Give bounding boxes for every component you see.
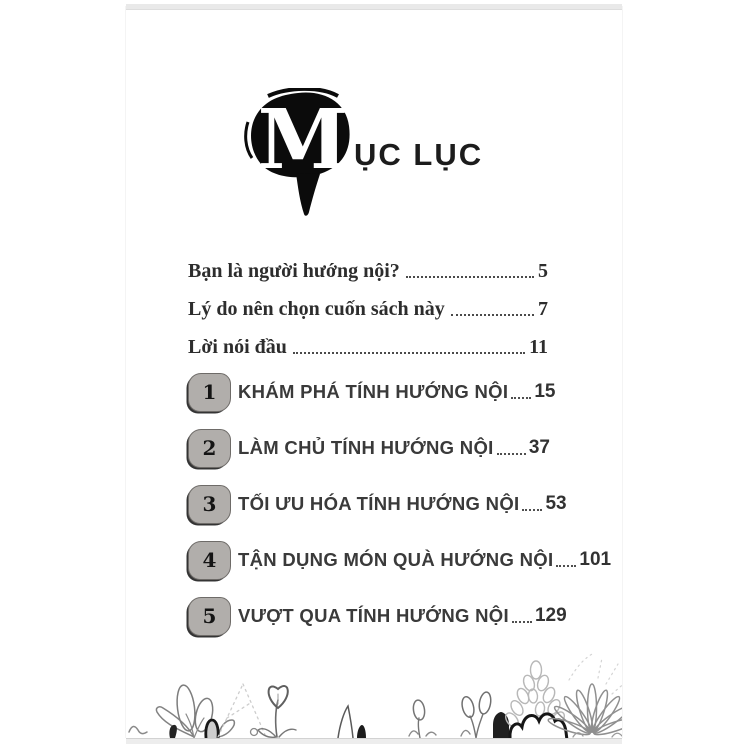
chapter-page-number: 129 xyxy=(534,605,567,626)
dots-leader xyxy=(406,276,534,278)
chapter-entry xyxy=(188,372,556,412)
chapter-list xyxy=(188,372,612,652)
page-title: ỤC LỤC xyxy=(354,137,484,172)
toc-entry xyxy=(188,328,548,366)
chapter-page-number: 101 xyxy=(579,549,612,570)
toc-entry xyxy=(188,252,548,290)
dots-leader xyxy=(511,397,531,399)
curl-doodle xyxy=(129,726,147,733)
dots-leader xyxy=(293,352,525,354)
page-top-edge xyxy=(126,4,622,10)
chapter-page-number: 37 xyxy=(528,437,550,458)
chapter-entry xyxy=(188,484,567,524)
chapter-number-badge: 5 xyxy=(188,597,231,636)
chapter-entry xyxy=(188,540,612,580)
page-bottom-edge xyxy=(126,738,622,744)
chapter-number-badge: 1 xyxy=(188,373,231,412)
dotted-spray-doodle xyxy=(569,653,622,694)
chapter-title: LÀM CHỦ TÍNH HƯỚNG NỘI xyxy=(238,437,494,458)
toc-entry-page-number: 7 xyxy=(538,297,548,320)
chapter-title: VƯỢT QUA TÍNH HƯỚNG NỘI xyxy=(238,605,509,626)
toc-entry-page-number: 5 xyxy=(538,259,548,282)
chapter-number-badge: 4 xyxy=(188,541,231,580)
heart-flower-doodle xyxy=(251,686,297,737)
chapter-number-badge: 3 xyxy=(188,485,231,524)
leafy-plant-doodle xyxy=(156,684,234,738)
chapter-page-number: 53 xyxy=(545,493,567,514)
chapter-title: TẬN DỤNG MÓN QUÀ HƯỚNG NỘI xyxy=(238,549,554,570)
dark-bud-doodle xyxy=(493,712,509,738)
dots-leader xyxy=(451,314,534,316)
plant-doodles-decoration xyxy=(126,650,622,740)
chapter-entry xyxy=(188,428,550,468)
toc-entry-label: Lời nói đầu xyxy=(188,335,287,358)
toc-entry-page-number: 11 xyxy=(529,335,548,358)
toc-entry xyxy=(188,290,548,328)
front-matter-list xyxy=(188,252,548,366)
toc-entry-label: Lý do nên chọn cuốn sách này xyxy=(188,297,445,320)
dots-leader xyxy=(512,621,532,623)
chapter-entry xyxy=(188,596,567,636)
page-right-edge xyxy=(622,6,623,738)
dots-leader xyxy=(556,565,576,567)
page-left-edge xyxy=(125,6,126,738)
grass-blade-doodle xyxy=(338,706,366,738)
chapter-title: KHÁM PHÁ TÍNH HƯỚNG NỘI xyxy=(238,381,509,402)
dots-leader xyxy=(497,453,526,455)
title-initial-letter: M xyxy=(257,92,349,188)
chapter-page-number: 15 xyxy=(534,381,556,402)
dots-leader xyxy=(522,509,542,511)
sprout-doodle xyxy=(409,699,436,738)
chapter-title: TỐI ƯU HÓA TÍNH HƯỚNG NỘI xyxy=(238,493,520,514)
chapter-number-badge: 2 xyxy=(188,429,231,468)
two-leaf-sprout-doodle xyxy=(460,691,492,738)
toc-entry-label: Bạn là người hướng nội? xyxy=(188,259,400,282)
speech-bubble xyxy=(240,88,354,226)
